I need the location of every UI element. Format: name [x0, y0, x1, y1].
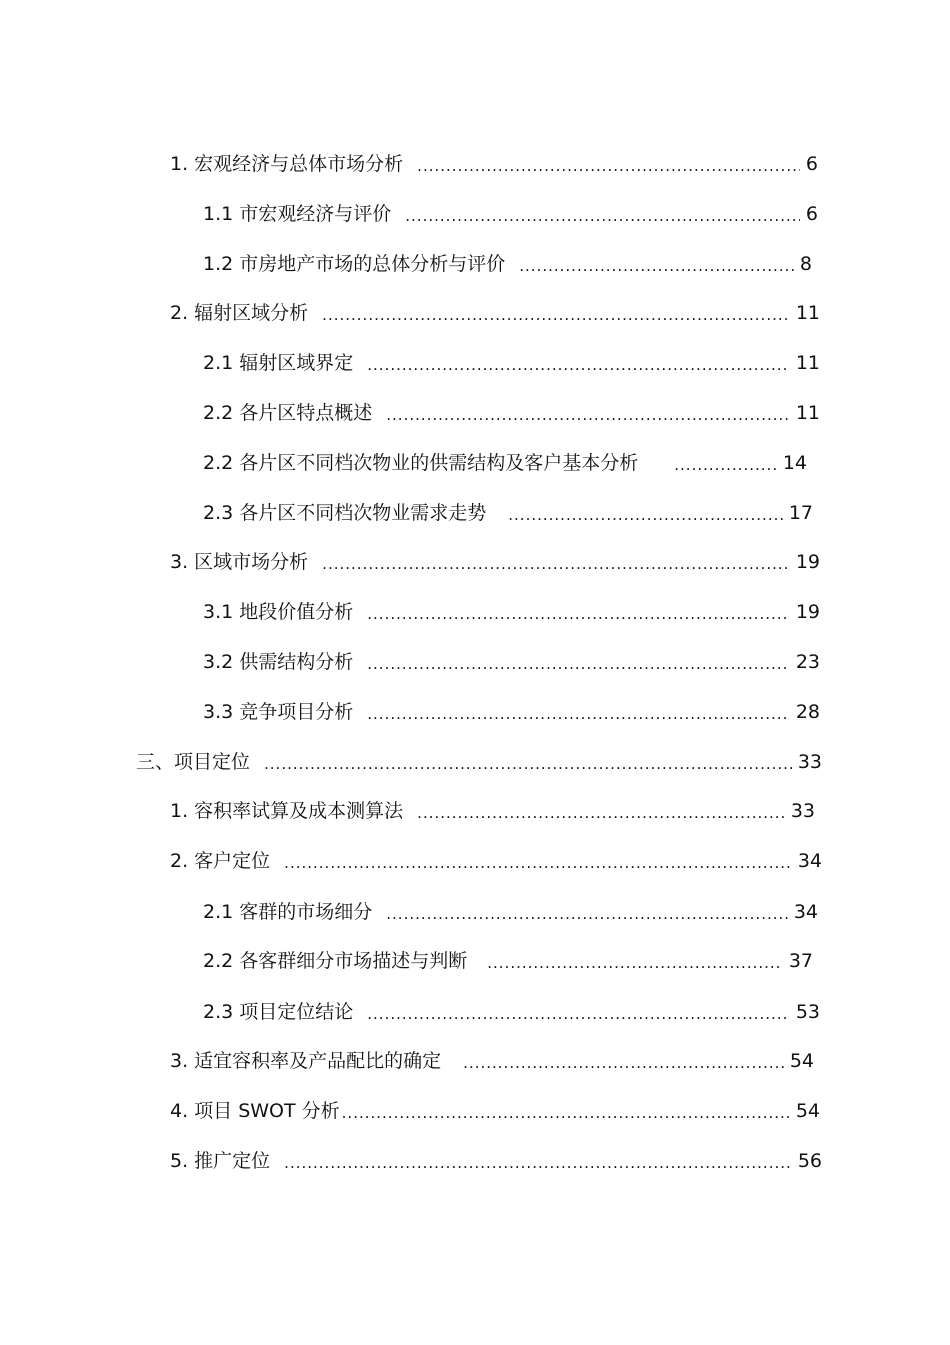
dot-leader [508, 501, 783, 529]
toc-entry-title: 3.3 竞争项目分析 [203, 701, 354, 723]
dot-leader [367, 1000, 790, 1028]
toc-entry-page: 17 [788, 502, 813, 524]
toc-entry [170, 1147, 822, 1175]
toc-entry [170, 797, 815, 825]
dot-leader [463, 1049, 784, 1077]
toc-entry-page: 19 [795, 551, 820, 573]
toc-entry-page: 11 [795, 302, 820, 324]
dot-leader [674, 451, 777, 479]
dot-leader [417, 799, 785, 827]
toc-entry-page: 23 [795, 651, 820, 673]
toc-entry-title: 3.1 地段价值分析 [203, 601, 354, 623]
toc-entry [203, 648, 820, 676]
toc-entry-title: 5. 推广定位 [170, 1150, 271, 1172]
toc-entry-page: 28 [795, 701, 820, 723]
toc-entry-page: 8 [799, 253, 812, 275]
dot-leader [322, 301, 790, 329]
dot-leader [405, 202, 800, 230]
toc-entry [203, 947, 813, 975]
toc-entry [203, 250, 812, 278]
toc-entry [170, 847, 822, 875]
toc-entry-title: 1.2 市房地产市场的总体分析与评价 [203, 253, 506, 275]
dot-leader [284, 1149, 792, 1177]
toc-entry [203, 399, 820, 427]
toc-entry-title: 2.3 各片区不同档次物业需求走势 [203, 502, 487, 524]
dot-leader [367, 700, 790, 728]
toc-entry-title: 2.3 项目定位结论 [203, 1001, 354, 1023]
toc-entry-title: 2.2 各片区特点概述 [203, 402, 373, 424]
toc-entry [203, 449, 807, 477]
toc-entry-page: 34 [797, 850, 822, 872]
dot-leader [386, 401, 790, 429]
toc-entry-title: 2. 客户定位 [170, 850, 271, 872]
toc-entry-title: 1. 容积率试算及成本测算法 [170, 800, 404, 822]
toc-entry [170, 1047, 814, 1075]
toc-entry-page: 34 [793, 901, 818, 923]
dot-leader [367, 650, 790, 678]
toc-entry [203, 998, 820, 1026]
dot-leader [367, 600, 790, 628]
toc-entry-page: 54 [789, 1050, 814, 1072]
toc-entry-page: 54 [795, 1100, 820, 1122]
toc-entry-title: 1. 宏观经济与总体市场分析 [170, 153, 404, 175]
dot-leader [284, 849, 792, 877]
dot-leader [519, 252, 794, 280]
toc-entry-page: 33 [790, 800, 815, 822]
toc-entry-title: 4. 项目 SWOT 分析 [170, 1100, 340, 1122]
toc-entry-title: 1.1 市宏观经济与评价 [203, 203, 392, 225]
toc-entry [136, 748, 822, 776]
dot-leader [264, 750, 792, 778]
toc-entry-title: 2.1 辐射区域界定 [203, 352, 354, 374]
toc-entry-title: 2.2 各客群细分市场描述与判断 [203, 950, 468, 972]
toc-entry-title: 3.2 供需结构分析 [203, 651, 354, 673]
toc-entry [203, 698, 820, 726]
toc-entry-title: 2. 辐射区域分析 [170, 302, 309, 324]
dot-leader [417, 152, 800, 180]
toc-entry-title: 2.1 客群的市场细分 [203, 901, 373, 923]
toc-entry-title: 3. 区域市场分析 [170, 551, 309, 573]
toc-entry-page: 19 [795, 601, 820, 623]
toc-entry [170, 548, 820, 576]
toc-entry [203, 200, 818, 228]
toc-entry-page: 56 [797, 1150, 822, 1172]
toc-entry-page: 11 [795, 352, 820, 374]
toc-entry [170, 299, 820, 327]
toc-entry [203, 499, 813, 527]
toc-entry-title: 3. 适宜容积率及产品配比的确定 [170, 1050, 442, 1072]
toc-entry-title: 三、项目定位 [136, 751, 251, 773]
toc-entry [203, 898, 818, 926]
toc-entry-page: 37 [788, 950, 813, 972]
toc-entry-page: 11 [795, 402, 820, 424]
dot-leader [322, 550, 790, 578]
dot-leader [342, 1099, 790, 1127]
toc-entry-page: 6 [805, 203, 818, 225]
toc-entry [203, 349, 820, 377]
toc-entry-page: 53 [795, 1001, 820, 1023]
toc-entry-title: 2.2 各片区不同档次物业的供需结构及客户基本分析 [203, 452, 639, 474]
dot-leader [386, 900, 788, 928]
dot-leader [367, 351, 790, 379]
toc-entry-page: 33 [797, 751, 822, 773]
toc-entry [203, 598, 820, 626]
toc-entry-page: 14 [782, 452, 807, 474]
toc-entry-page: 6 [805, 153, 818, 175]
toc-entry [170, 150, 818, 178]
dot-leader [487, 949, 783, 977]
toc-entry [170, 1097, 820, 1125]
